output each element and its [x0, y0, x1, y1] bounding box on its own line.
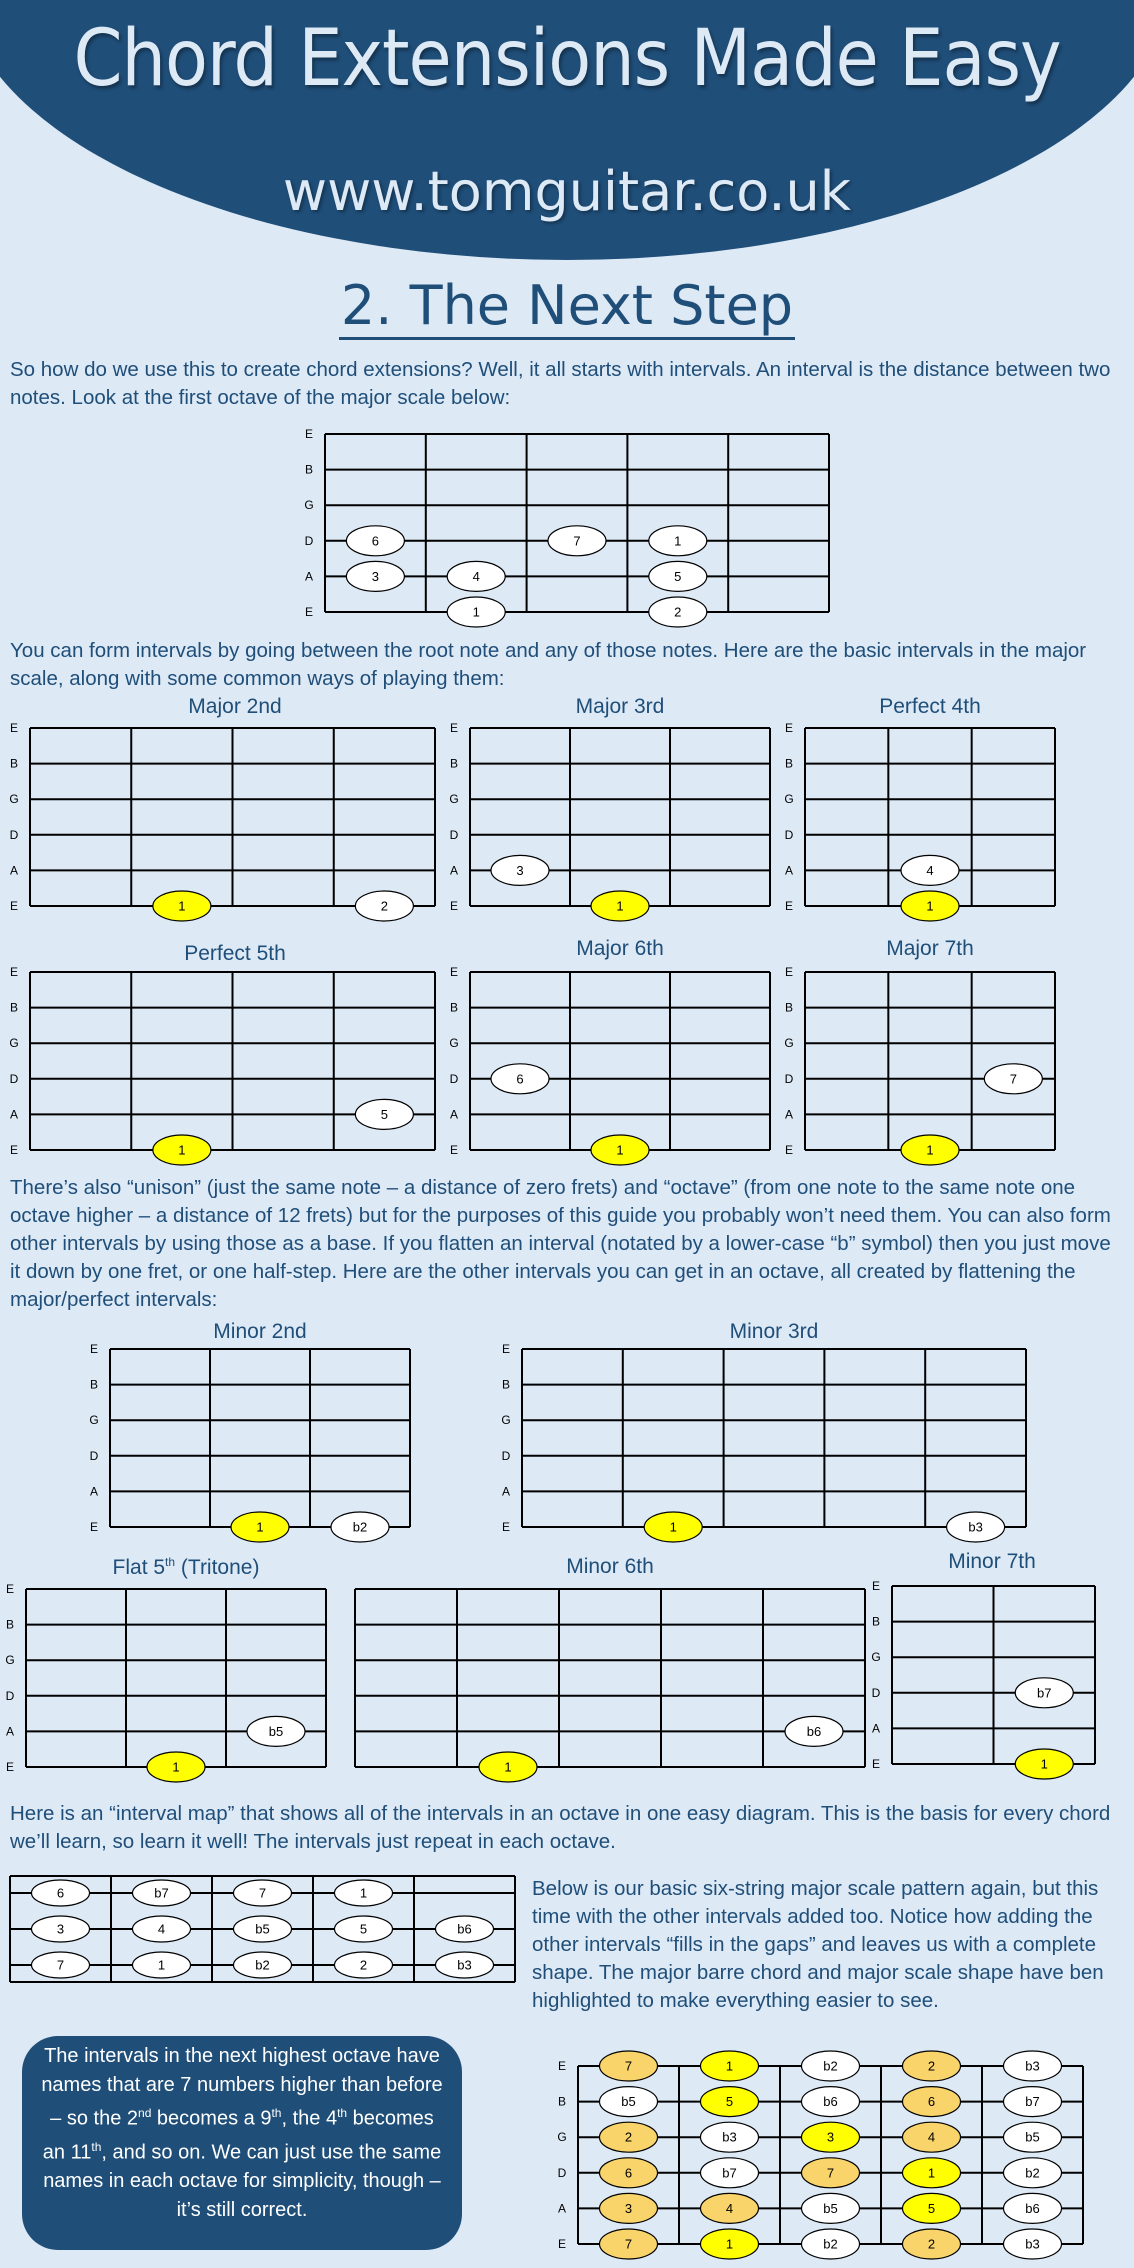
interval-dot — [1015, 1749, 1073, 1779]
interval-dot-label: 6 — [624, 2165, 633, 2181]
string-name: G — [871, 1650, 881, 1665]
string-name: E — [5, 1582, 15, 1596]
interval-dot — [701, 2087, 759, 2117]
interval-dot-label: 1 — [1040, 1756, 1048, 1772]
string-name: G — [557, 2130, 567, 2145]
interval-dot-label: b7 — [1037, 1685, 1052, 1701]
interval-dot-label: b5 — [268, 1723, 284, 1739]
string-name: G — [501, 1413, 511, 1428]
interval-dot — [1004, 2158, 1062, 2188]
interval-dot — [153, 1135, 211, 1165]
interval-dot — [247, 1716, 305, 1746]
interval-dot — [600, 2158, 658, 2188]
string-name: E — [9, 965, 19, 979]
interval-dot-label: b6 — [457, 1921, 472, 1937]
string-name: A — [5, 1724, 15, 1739]
string-name: B — [304, 462, 314, 477]
label-minor-2nd: Minor 2nd — [213, 1320, 307, 1343]
fretboard-major-2nd — [9, 721, 435, 914]
fretboard-grid — [805, 972, 1055, 1150]
fretboard-grid — [355, 1589, 865, 1767]
string-name: D — [501, 1448, 511, 1463]
fretboard-grid — [892, 1586, 1095, 1764]
form-intervals-paragraph: You can form intervals by going between the root note and any of those notes. Here are the basic intervals in the major scale, along with some common ways of playing them: — [10, 639, 1087, 690]
interval-dot-label: 5 — [725, 2094, 734, 2110]
interval-dot — [701, 2193, 759, 2223]
interval-dot-label: 2 — [624, 2129, 633, 2145]
interval-dot-label: 7 — [624, 2236, 633, 2252]
interval-dot — [701, 2158, 759, 2188]
string-name: E — [501, 1520, 511, 1534]
string-name: A — [9, 1107, 19, 1122]
interval-dot-label: 7 — [56, 1957, 65, 1973]
interval-dot — [901, 891, 959, 921]
string-name: G — [449, 1036, 459, 1051]
interval-dot-label: b5 — [255, 1921, 270, 1937]
interval-dot — [600, 2051, 658, 2081]
fretboard-major-3rd — [449, 721, 770, 914]
interval-dot-label: b7 — [1025, 2094, 1040, 2110]
interval-dot-label: 1 — [926, 1142, 934, 1158]
string-name: D — [449, 1071, 459, 1086]
label-major-2nd: Major 2nd — [188, 695, 282, 718]
string-name: A — [304, 569, 314, 584]
interval-dot-label: 5 — [359, 1921, 368, 1937]
interval-dot-label: b3 — [1025, 2058, 1040, 2074]
string-name: E — [557, 2059, 567, 2073]
fretboard-minor-2nd — [89, 1342, 410, 1535]
interval-dot — [331, 1512, 389, 1542]
fretboard-major-6th — [449, 965, 770, 1158]
interval-dot — [903, 2122, 961, 2152]
string-name: E — [449, 1143, 459, 1157]
interval-dot — [147, 1752, 205, 1782]
string-name: A — [557, 2201, 567, 2216]
string-name: D — [557, 2165, 567, 2180]
string-name: B — [89, 1377, 99, 1392]
string-name: A — [784, 863, 794, 878]
interval-dot — [447, 597, 505, 627]
interval-dot — [32, 1916, 90, 1942]
interval-dot-label: 7 — [624, 2058, 633, 2074]
interval-dot — [649, 561, 707, 591]
string-name: E — [784, 1143, 794, 1157]
fretboard-minor-7th — [871, 1579, 1095, 1772]
interval-dot-label: b2 — [823, 2236, 838, 2252]
label-major-6th: Major 6th — [576, 937, 664, 960]
interval-dot-label: b3 — [968, 1519, 983, 1535]
interval-dot — [548, 526, 606, 556]
interval-dot — [447, 561, 505, 591]
interval-dot-label: 1 — [669, 1519, 677, 1535]
label-perfect-4th: Perfect 4th — [879, 695, 981, 718]
string-name: A — [9, 863, 19, 878]
string-name: E — [9, 1143, 19, 1157]
interval-dot-label: 1 — [256, 1519, 264, 1535]
interval-dot — [591, 891, 649, 921]
fretboard-grid — [325, 434, 829, 612]
page-title: Chord Extensions Made Easy — [73, 14, 1061, 104]
interval-dot — [133, 1952, 191, 1978]
interval-dot-label: 4 — [157, 1921, 166, 1937]
string-name: B — [449, 1000, 459, 1015]
label-minor-3rd: Minor 3rd — [729, 1320, 819, 1343]
string-name: D — [784, 827, 794, 842]
fretboard-flat-5th — [5, 1582, 326, 1775]
fretboard-six-string-pattern — [557, 2058, 1083, 2252]
string-name: D — [871, 1685, 881, 1700]
interval-dot-label: 1 — [172, 1759, 180, 1775]
interval-dot-label: 4 — [927, 2129, 936, 2145]
interval-dot — [234, 1880, 292, 1906]
string-name: E — [9, 721, 19, 735]
string-name: E — [501, 1342, 511, 1356]
fretboard-major-scale-octave — [304, 427, 829, 620]
interval-dot-label: b3 — [457, 1957, 472, 1973]
interval-dot — [947, 1512, 1005, 1542]
interval-dot-label: 5 — [380, 1106, 388, 1122]
string-name: D — [784, 1071, 794, 1086]
interval-dot — [1004, 2122, 1062, 2152]
interval-dot — [234, 1952, 292, 1978]
interval-dot — [436, 1952, 494, 1978]
interval-dot — [355, 891, 413, 921]
intro-paragraph: So how do we use this to create chord extensions? Well, it all starts with intervals. An interval is the distance between two notes. Look at the first octave of the major scale below: — [10, 358, 1111, 409]
interval-dot — [802, 2158, 860, 2188]
string-name: E — [449, 899, 459, 913]
string-name: B — [449, 756, 459, 771]
interval-dot — [649, 526, 707, 556]
interval-dot-label: b6 — [1025, 2200, 1040, 2216]
string-name: D — [5, 1688, 15, 1703]
interval-dot-label: 2 — [359, 1957, 368, 1973]
interval-dot-label: b3 — [722, 2129, 737, 2145]
string-name: E — [449, 721, 459, 735]
interval-dot — [600, 2122, 658, 2152]
interval-dot — [903, 2229, 961, 2259]
interval-dot-label: b5 — [621, 2094, 636, 2110]
interval-dot-label: 4 — [725, 2200, 734, 2216]
label-flat-5th: Flat 5th (Tritone) — [112, 1555, 260, 1579]
interval-dot — [335, 1880, 393, 1906]
interval-dot-label: 1 — [616, 1142, 624, 1158]
fretboard-grid — [470, 972, 770, 1150]
interval-dot — [802, 2229, 860, 2259]
string-name: E — [557, 2237, 567, 2251]
string-name: D — [449, 827, 459, 842]
interval-dot-label: 3 — [371, 568, 380, 584]
string-name: B — [9, 756, 19, 771]
string-name: E — [89, 1520, 99, 1534]
string-name: G — [304, 498, 314, 513]
interval-dot — [901, 1135, 959, 1165]
interval-dot-label: 5 — [674, 568, 682, 584]
interval-dot — [491, 1064, 549, 1094]
interval-dot-label: 5 — [927, 2200, 936, 2216]
interval-dot-label: 1 — [359, 1885, 368, 1901]
interval-dot — [1015, 1678, 1073, 1708]
string-name: B — [557, 2094, 567, 2109]
interval-dot — [335, 1916, 393, 1942]
interval-dot — [903, 2051, 961, 2081]
interval-dot — [600, 2087, 658, 2117]
fretboard-grid — [522, 1349, 1026, 1527]
string-name: D — [89, 1448, 99, 1463]
interval-dot — [600, 2229, 658, 2259]
interval-dot-label: 7 — [826, 2165, 835, 2181]
string-name: E — [89, 1342, 99, 1356]
interval-dot-label: b6 — [823, 2094, 838, 2110]
interval-dot — [802, 2193, 860, 2223]
interval-dot — [785, 1716, 843, 1746]
interval-dot-label: 1 — [472, 604, 480, 620]
interval-dot-label: 6 — [371, 533, 380, 549]
string-name: B — [871, 1614, 881, 1629]
section-title — [0, 274, 1134, 337]
interval-dot — [1004, 2193, 1062, 2223]
string-name: E — [784, 899, 794, 913]
string-name: D — [9, 827, 19, 842]
interval-dot-label: 3 — [56, 1921, 65, 1937]
interval-dot-label: b3 — [1025, 2236, 1040, 2252]
interval-dot — [436, 1916, 494, 1942]
interval-dot — [234, 1916, 292, 1942]
string-name: E — [304, 427, 314, 441]
interval-dot-label: b7 — [722, 2165, 737, 2181]
interval-dot-label: 1 — [725, 2058, 734, 2074]
label-major-7th: Major 7th — [886, 937, 974, 960]
string-name: E — [871, 1579, 881, 1593]
interval-dot — [701, 2122, 759, 2152]
fretboard-perfect-4th — [784, 721, 1055, 914]
interval-dot — [153, 891, 211, 921]
interval-dot-label: 1 — [616, 898, 624, 914]
interval-dot-label: 1 — [504, 1759, 512, 1775]
string-name: G — [9, 1036, 19, 1051]
fretboard-interval-map — [10, 1875, 515, 1983]
interval-dot-label: b2 — [823, 2058, 838, 2074]
interval-dot — [644, 1512, 702, 1542]
string-name: G — [784, 792, 794, 807]
interval-dot-label: 1 — [178, 1142, 186, 1158]
string-name: A — [449, 1107, 459, 1122]
section-title-text: 2. The Next Step — [339, 274, 795, 340]
interval-dot-label: 2 — [674, 604, 682, 620]
string-name: G — [89, 1413, 99, 1428]
interval-dot — [355, 1099, 413, 1129]
interval-dot — [903, 2193, 961, 2223]
interval-dot-label: 7 — [1009, 1071, 1017, 1087]
interval-dot — [903, 2087, 961, 2117]
interval-dot — [491, 855, 549, 885]
interval-dot — [802, 2122, 860, 2152]
string-name: E — [784, 965, 794, 979]
interval-dot-label: 3 — [826, 2129, 835, 2145]
interval-dot — [591, 1135, 649, 1165]
fretboard-minor-6th — [355, 1588, 865, 1775]
string-name: A — [501, 1484, 511, 1499]
interval-dot — [479, 1752, 537, 1782]
interval-dot — [802, 2087, 860, 2117]
interval-dot-label: 2 — [927, 2058, 936, 2074]
interval-dot-label: b2 — [255, 1957, 270, 1973]
interval-dot-label: 6 — [516, 1071, 524, 1087]
label-perfect-5th: Perfect 5th — [184, 942, 286, 965]
interval-dot — [984, 1064, 1042, 1094]
interval-dot-label: 4 — [926, 862, 934, 878]
unison-octave-paragraph: There’s also “unison” (just the same note – a distance of zero frets) and “octave” (from one note to the same note one octave higher – a distance of 12 frets) but for the purposes of this guide you probably won’t need them. You can also form other intervals by using those as a base. If you flatten an interval (notated by a lower-case “b” symbol) then you just move it down by one fret, or one half-step. Here are the other intervals you can get in an octave, all created by flattening the major/perfect intervals: — [10, 1176, 1111, 1311]
fretboard-minor-3rd — [501, 1342, 1026, 1535]
label-minor-6th: Minor 6th — [566, 1555, 654, 1578]
interval-dot — [802, 2051, 860, 2081]
site-url[interactable]: www.tomguitar.co.uk — [282, 160, 852, 223]
interval-dot-label: b5 — [1025, 2129, 1040, 2145]
interval-dot-label: 2 — [927, 2236, 936, 2252]
interval-dot-label: 7 — [573, 533, 581, 549]
string-name: E — [449, 965, 459, 979]
fretboard-major-7th — [784, 965, 1055, 1158]
string-name: E — [5, 1760, 15, 1774]
interval-dot-label: 1 — [674, 533, 682, 549]
interval-dot-label: 3 — [516, 862, 524, 878]
interval-dot — [346, 526, 404, 556]
interval-dot-label: 1 — [927, 2165, 936, 2181]
string-name: A — [871, 1721, 881, 1736]
string-name: B — [501, 1377, 511, 1392]
interval-dot-label: 6 — [56, 1885, 65, 1901]
interval-dot-label: 2 — [380, 898, 388, 914]
interval-dot — [901, 855, 959, 885]
interval-dot-label: b7 — [154, 1885, 169, 1901]
interval-map-paragraph: Here is an “interval map” that shows all of the intervals in an octave in one easy diagram. This is the basis for every chord we’ll learn, so learn it well! The intervals just repeat in each octave. — [10, 1802, 1111, 1853]
string-name: B — [9, 1000, 19, 1015]
string-name: D — [304, 533, 314, 548]
string-name: B — [5, 1617, 15, 1632]
octave-note-box: The intervals in the next highest octave have names that are 7 numbers higher than before – so the 2nd becomes a 9th, the 4th becomes an 11th, and so on. We can just use the same names in each octave for simplicity, though – it’s still correct. — [22, 2036, 462, 2250]
interval-dot-label: b2 — [352, 1519, 368, 1535]
label-major-3rd: Major 3rd — [575, 695, 665, 718]
interval-dot — [903, 2158, 961, 2188]
string-name: D — [9, 1071, 19, 1086]
interval-dot-label: b6 — [806, 1723, 822, 1739]
interval-dot-label: 7 — [258, 1885, 267, 1901]
interval-dot — [600, 2193, 658, 2223]
interval-dot — [1004, 2051, 1062, 2081]
string-name: A — [89, 1484, 99, 1499]
fretboard-perfect-5th — [9, 965, 435, 1158]
interval-dot — [346, 561, 404, 591]
six-string-paragraph: Below is our basic six-string major scale pattern again, but this time with the other intervals added too. Notice how adding the other intervals “fills in the gaps” and leaves us with a complete shape. The major barre chord and major scale shape have ben highlighted to make everything easier to see. — [532, 1877, 1104, 2012]
interval-dot — [133, 1916, 191, 1942]
interval-dot-label: 3 — [624, 2200, 633, 2216]
string-name: E — [304, 605, 314, 619]
interval-dot — [701, 2229, 759, 2259]
string-name: A — [449, 863, 459, 878]
string-name: A — [784, 1107, 794, 1122]
string-name: E — [871, 1757, 881, 1771]
interval-dot-label: 1 — [178, 898, 186, 914]
interval-dot — [133, 1880, 191, 1906]
fretboard-grid — [110, 1349, 410, 1527]
string-name: E — [9, 899, 19, 913]
interval-dot — [32, 1880, 90, 1906]
interval-dot — [231, 1512, 289, 1542]
interval-dot-label: 4 — [472, 568, 480, 584]
interval-dot-label: 1 — [725, 2236, 734, 2252]
fretboard-grid — [30, 728, 435, 906]
interval-dot — [1004, 2229, 1062, 2259]
interval-dot-label: 6 — [927, 2094, 936, 2110]
interval-dot-label: b5 — [823, 2200, 838, 2216]
interval-dot — [701, 2051, 759, 2081]
interval-dot — [32, 1952, 90, 1978]
string-name: G — [784, 1036, 794, 1051]
label-minor-7th: Minor 7th — [948, 1550, 1036, 1573]
string-name: G — [449, 792, 459, 807]
interval-dot-label: 1 — [926, 898, 934, 914]
string-name: G — [5, 1653, 15, 1668]
interval-dot — [1004, 2087, 1062, 2117]
string-name: E — [784, 721, 794, 735]
string-name: B — [784, 1000, 794, 1015]
string-name: G — [9, 792, 19, 807]
interval-dot — [649, 597, 707, 627]
interval-dot — [335, 1952, 393, 1978]
interval-dot-label: b2 — [1025, 2165, 1040, 2181]
string-name: B — [784, 756, 794, 771]
interval-dot-label: 1 — [157, 1957, 166, 1973]
